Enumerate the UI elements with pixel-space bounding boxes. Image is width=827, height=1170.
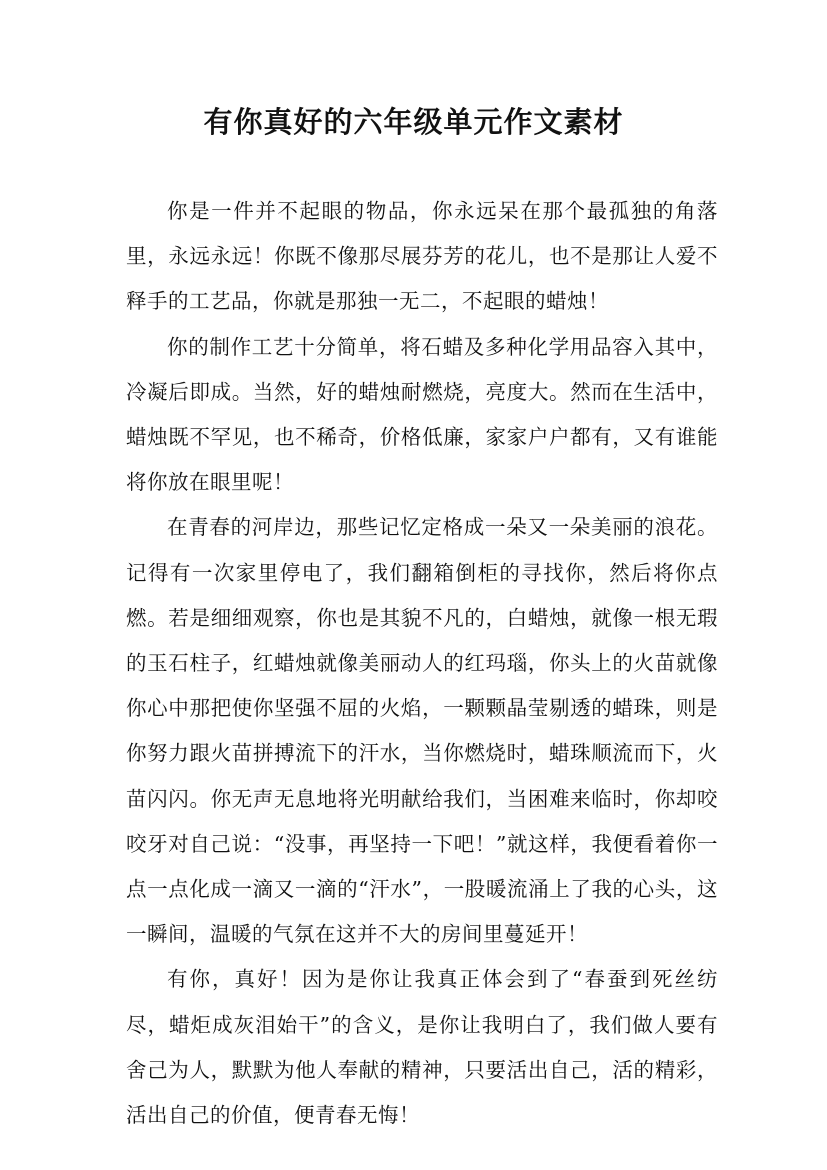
paragraph-1: 你是一件并不起眼的物品，你永远呆在那个最孤独的角落里，永远永远！你既不像那尽展芬芳的花儿，也不是那让人爱不释手的工艺品，你就是那独一无二，不起眼的蜡烛！: [126, 199, 718, 314]
paragraph-3: 在青春的河岸边，那些记忆定格成一朵又一朵美丽的浪花。记得有一次家里停电了，我们翻箱倒柜的寻找你，然后将你点燃。若是细细观察，你也是其貌不凡的，白蜡烛，就像一根无瑕的玉石柱子，红蜡烛就像美丽动人的红玛瑙，你头上的火苗就像你心中那把使你坚强不屈的火焰，一颗颗晶莹剔透的蜡珠，则是你努力跟火苗拼搏流下的汗水，当你燃烧时，蜡珠顺流而下，火苗闪闪。你无声无息地将光明献给我们，当困难来临时，你却咬咬牙对自己说：“没事，再坚持一下吧！”就这样，我便看着你一点一点化成一滴又一滴的“汗水”，一股暖流涌上了我的心头，这一瞬间，温暖的气氛在这并不大的房间里蔓延开！: [126, 515, 718, 947]
document-title: 有你真好的六年级单元作文素材: [203, 105, 624, 139]
paragraph-4: 有你，真好！因为是你让我真正体会到了“春蚕到死丝纺尽，蜡炬成灰泪始干”的含义，是你让我明白了，我们做人要有舍己为人，默默为他人奉献的精神，只要活出自己，活的精彩，活出自己的价值，便青春无悔！: [126, 967, 718, 1128]
document-body: [126, 189, 718, 1138]
paragraph-2: 你的制作工艺十分简单，将石蜡及多种化学用品容入其中，冷凝后即成。当然，好的蜡烛耐燃烧，亮度大。然而在生活中，蜡烛既不罕见，也不稀奇，价格低廉，家家户户都有，又有谁能将你放在眼里呢！: [126, 334, 718, 495]
